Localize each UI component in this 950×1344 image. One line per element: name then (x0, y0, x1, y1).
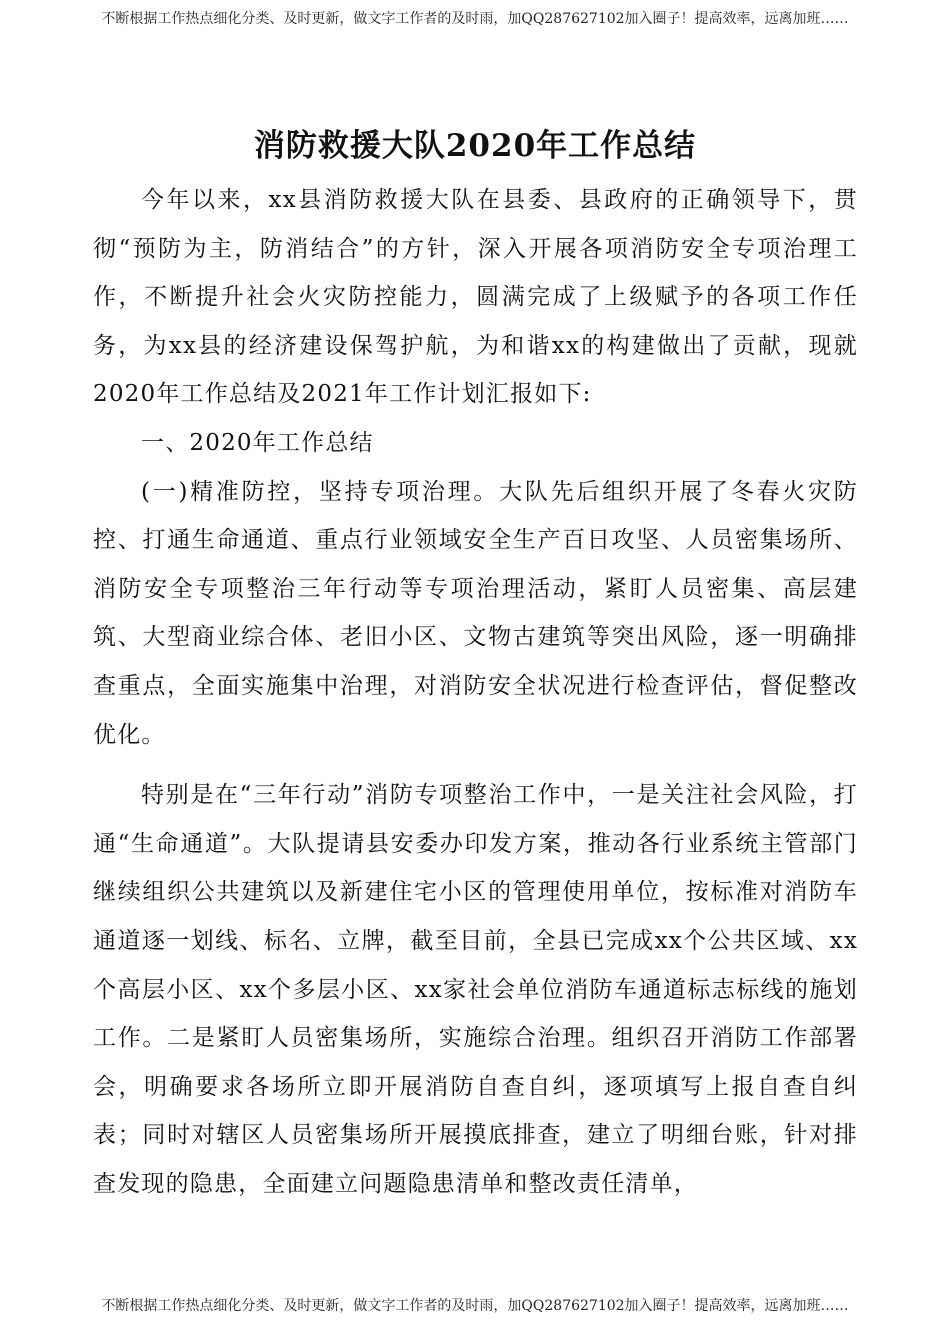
body-paragraph: 特别是在“三年行动”消防专项整治工作中，一是关注社会风险，打通“生命通道”。大队提请县安委办印发方案，推动各行业系统主管部门继续组织公共建筑以及新建住宅小区的管理使用单位，按标准对消防车通道逐一划线、标名、立牌，截至目前，全县已完成xx个公共区域、xx个高层小区、xx个多层小区、xx家社会单位消防车通道标志标线的施划工作。二是紧盯人员密集场所，实施综合治理。组织召开消防工作部署会，明确要求各场所立即开展消防自查自纠，逐项填写上报自查自纠表；同时对辖区人员密集场所开展摸底排查，建立了明细台账，针对排查发现的隐患，全面建立问题隐患清单和整改责任清单， (93, 782, 858, 1197)
header-banner: 不断根据工作热点细化分类、及时更新，做文字工作者的及时雨，加QQ287627102加入圈子！提高效率，远离加班…… (101, 11, 849, 27)
body-paragraph: (一)精准防控，坚持专项治理。大队先后组织开展了冬春火灾防控、打通生命通道、重点行业领域安全生产百日攻坚、人员密集场所、消防安全专项整治三年行动等专项治理活动，紧盯人员密集、高层建筑、大型商业综合体、老旧小区、文物古建筑等突出风险，逐一明确排查重点，全面实施集中治理，对消防安全状况进行检查评估，督促整改优化。 (93, 478, 858, 748)
intro-paragraph: 今年以来，xx县消防救援大队在县委、县政府的正确领导下，贯彻“预防为主，防消结合”的方针，深入开展各项消防安全专项治理工作，不断提升社会火灾防控能力，圆满完成了上级赋予的各项工作任务，为xx县的经济建设保驾护航，为和谐xx的构建做出了贡献，现就2020年工作总结及2021年工作计划汇报如下: (93, 187, 858, 408)
document-title: 消防救援大队2020年工作总结 (253, 128, 697, 164)
section-heading: 一、2020年工作总结 (141, 429, 374, 456)
footer-banner: 不断根据工作热点细化分类、及时更新，做文字工作者的及时雨，加QQ287627102加入圈子！提高效率，远离加班…… (101, 1298, 849, 1314)
document-body (93, 176, 858, 1208)
